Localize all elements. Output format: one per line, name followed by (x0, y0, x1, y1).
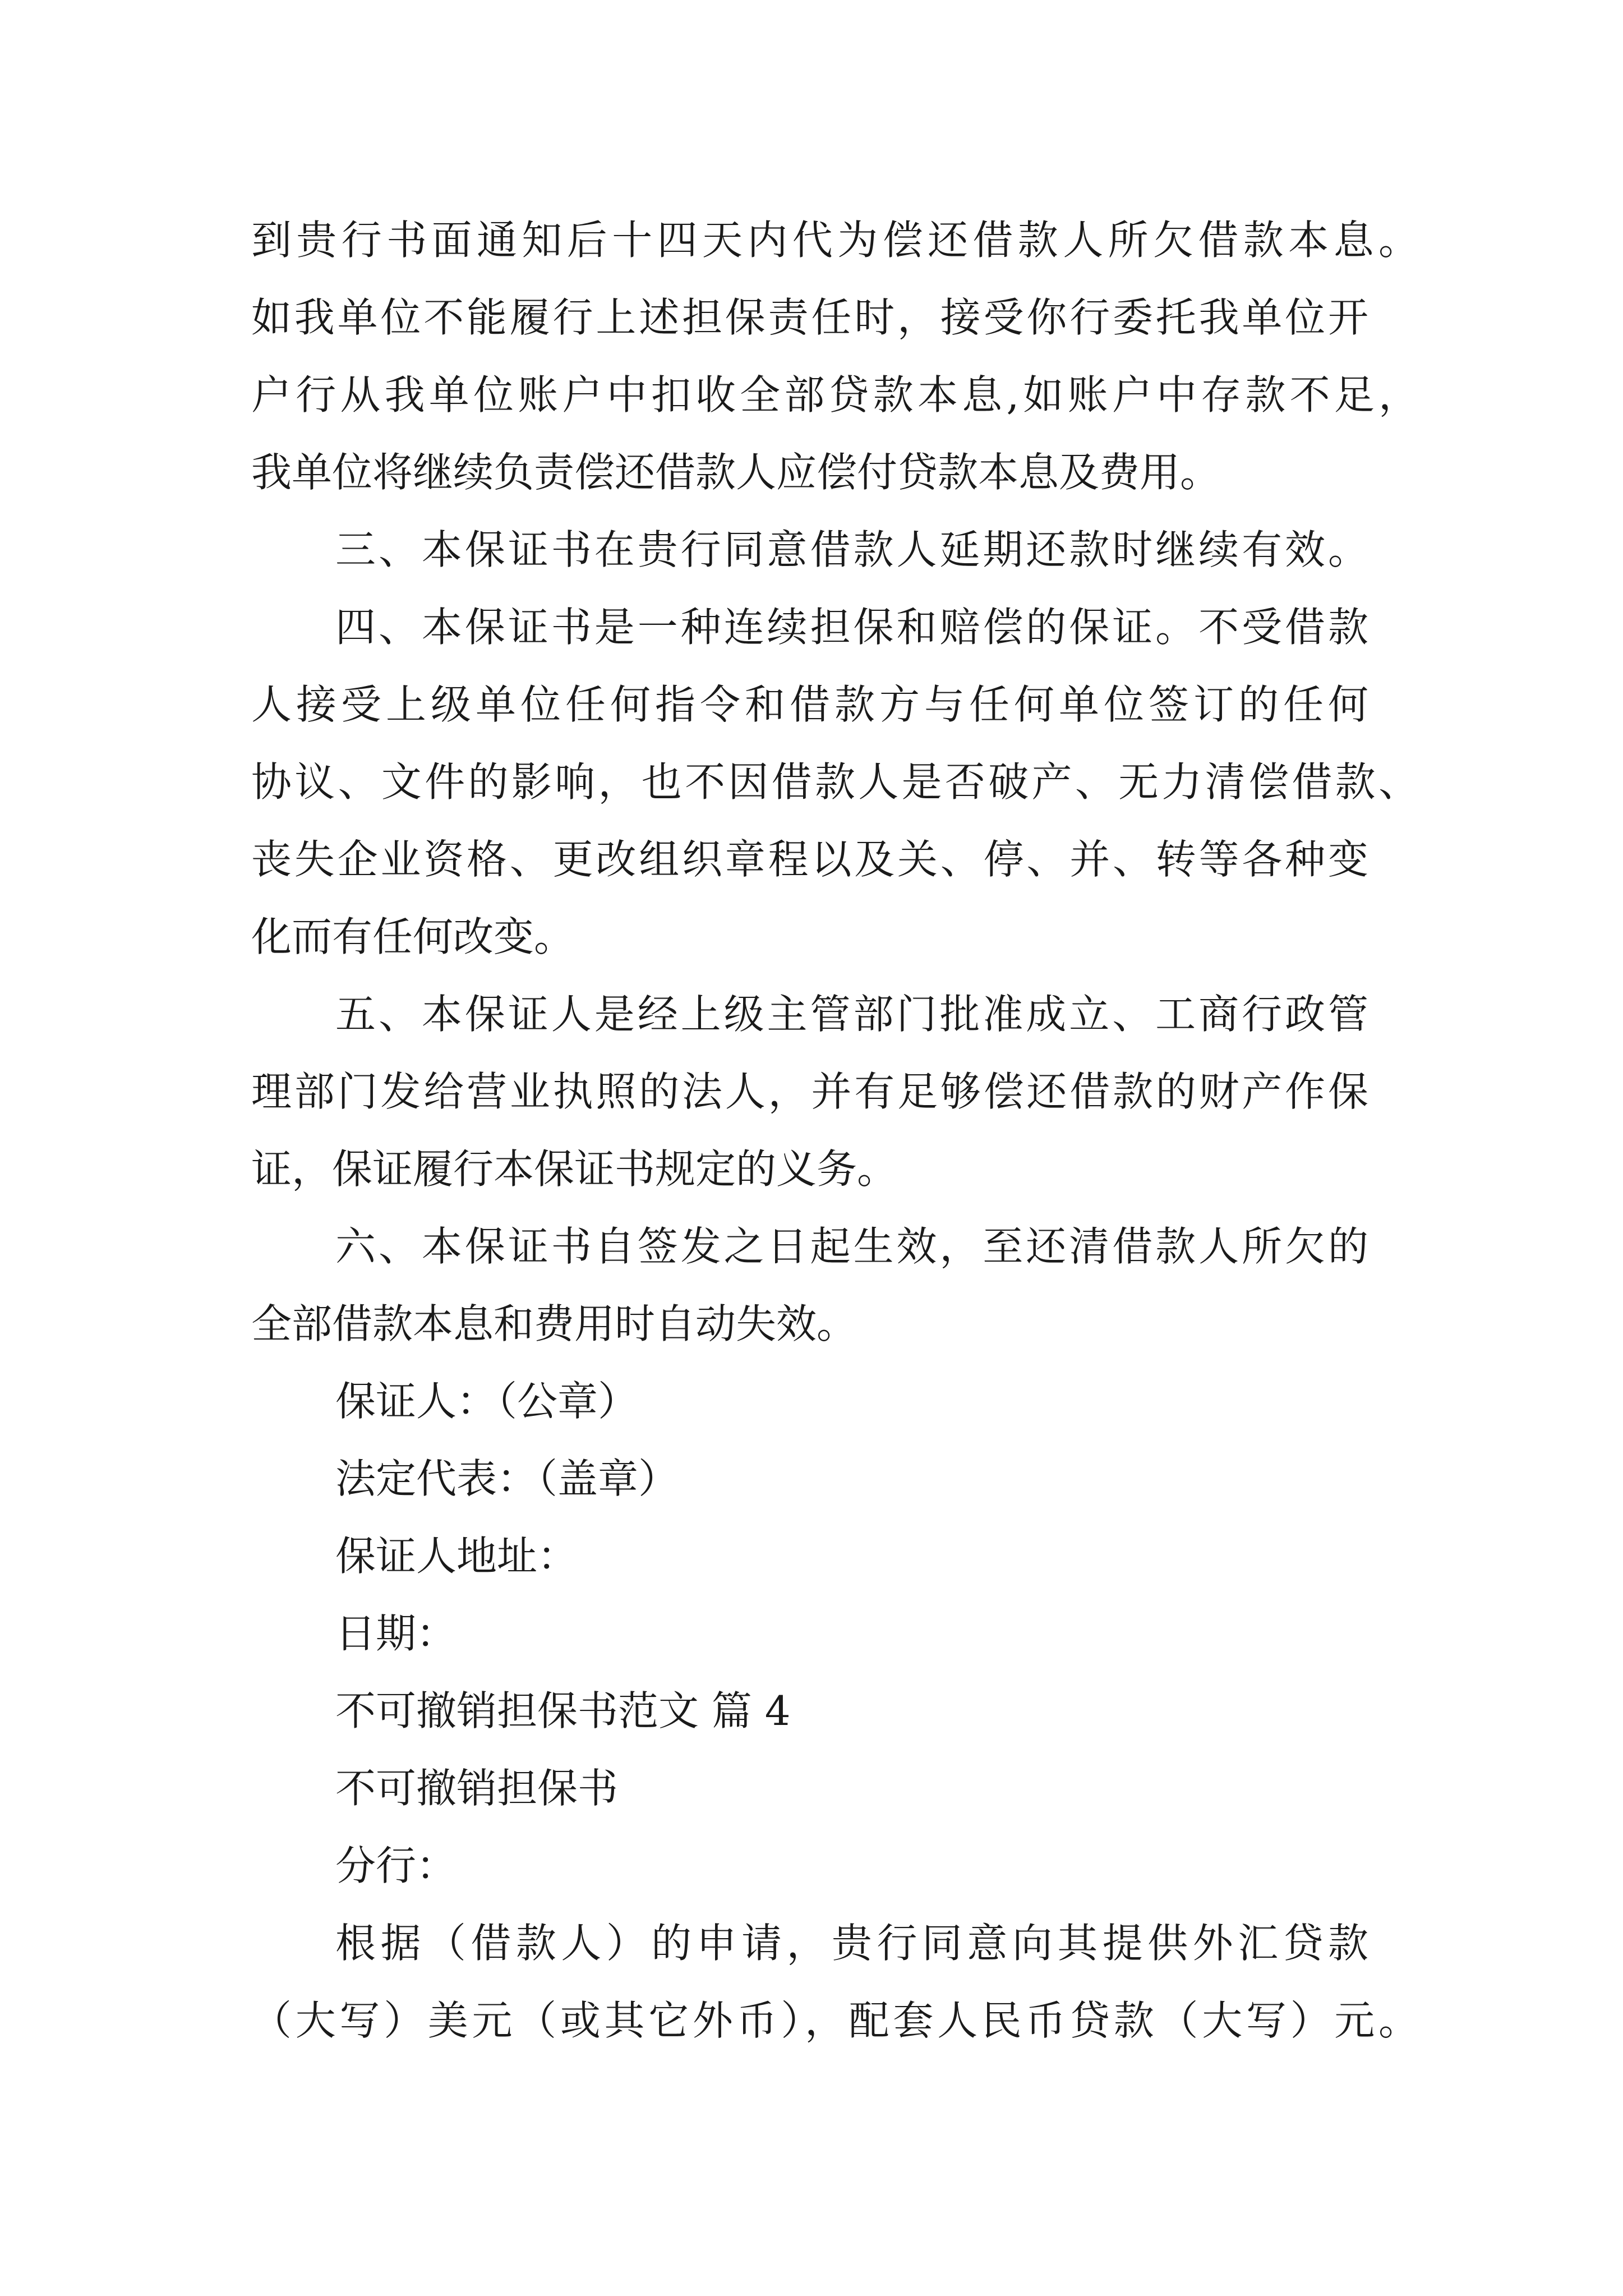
clause-6-line-1: 六、本保证书自签发之日起生效，至还清借款人所欠的 (335, 1223, 1368, 1270)
addressee-line: 分行： (335, 1842, 457, 1889)
clause-4-line-4: 丧失企业资格、更改组织章程以及关、停、并、转等各种变 (251, 836, 1368, 883)
date-line: 日期： (335, 1610, 457, 1657)
clause-4-line-5: 化而有任何改变。 (251, 913, 575, 960)
legal-rep-seal-line: 法定代表：（盖章） (335, 1455, 679, 1502)
request-line-2: （大写）美元（或其它外币），配套人民币贷款（大写）元。 (251, 1997, 1419, 2044)
clause-6-line-2: 全部借款本息和费用时自动失效。 (251, 1300, 857, 1347)
clause-4-line-3: 协议、文件的影响，也不因借款人是否破产、无力清偿借款、 (251, 758, 1419, 806)
clause-4-line-2: 人接受上级单位任何指令和借款方与任何单位签订的任何 (251, 681, 1368, 728)
section-heading: 不可撤销担保书范文 篇 4 (335, 1687, 791, 1734)
clause-5-line-1: 五、本保证人是经上级主管部门批准成立、工商行政管 (335, 991, 1368, 1038)
clause-5-line-3: 证，保证履行本保证书规定的义务。 (251, 1145, 898, 1193)
guarantor-seal-line: 保证人：（公章） (335, 1378, 639, 1425)
body-line-1: 到贵行书面通知后十四天内代为偿还借款人所欠借款本息。 (251, 217, 1419, 264)
clause-3-line-1: 三、本保证书在贵行同意借款人延期还款时继续有效。 (335, 526, 1368, 573)
body-line-2: 如我单位不能履行上述担保责任时，接受你行委托我单位开 (251, 294, 1368, 341)
clause-5-line-2: 理部门发给营业执照的法人，并有足够偿还借款的财产作保 (251, 1068, 1368, 1115)
clause-4-line-1: 四、本保证书是一种连续担保和赔偿的保证。不受借款 (335, 604, 1368, 651)
document-title: 不可撤销担保书 (335, 1765, 619, 1812)
body-line-3: 户行从我单位账户中扣收全部贷款本息,如账户中存款不足， (251, 371, 1419, 418)
guarantor-address-line: 保证人地址： (335, 1533, 578, 1580)
request-line-1: 根据（借款人）的申请，贵行同意向其提供外汇贷款 (335, 1920, 1368, 1967)
body-line-4: 我单位将继续负责偿还借款人应偿付贷款本息及费用。 (251, 449, 1221, 496)
